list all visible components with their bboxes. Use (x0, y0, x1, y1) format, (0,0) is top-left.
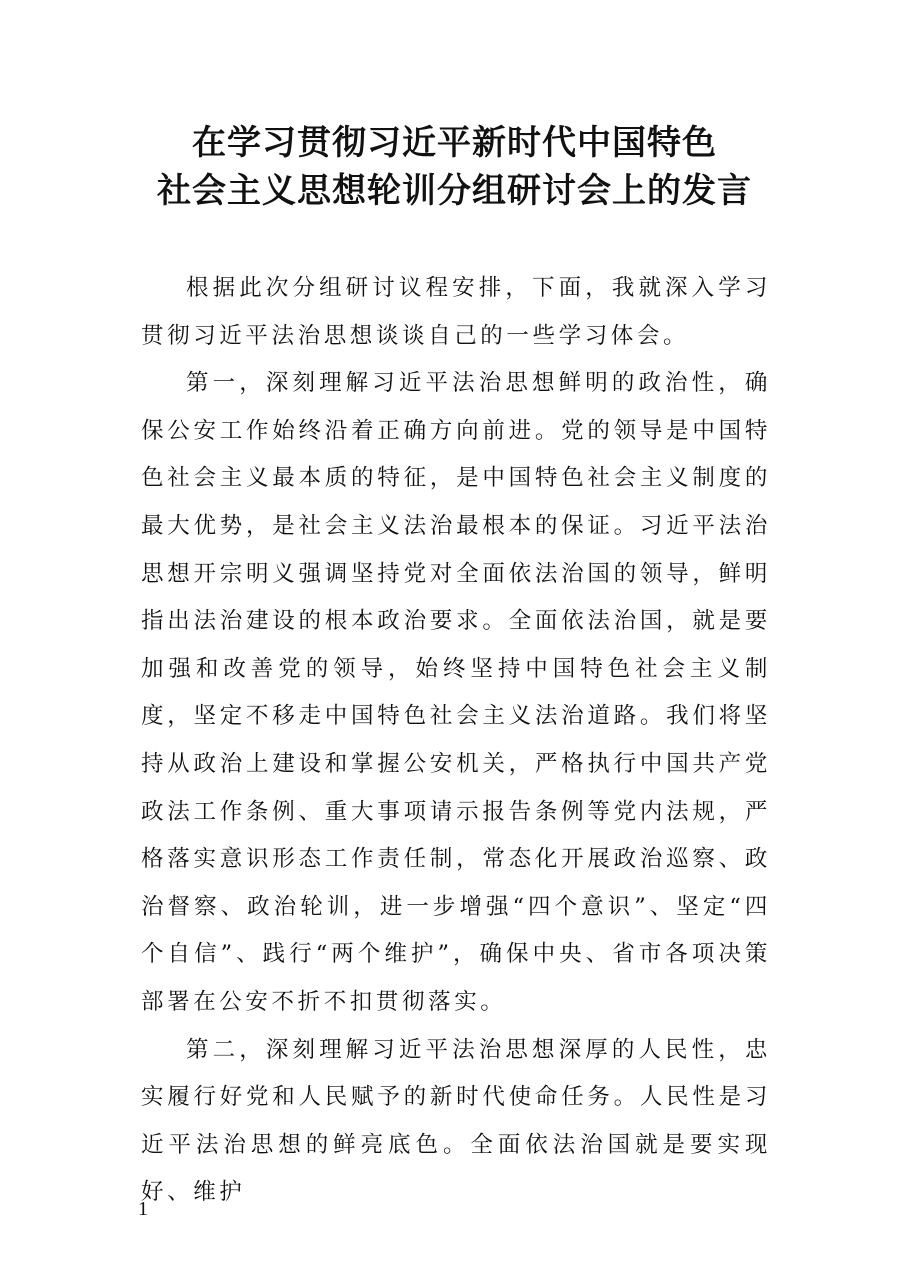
document-title-line-1: 在学习贯彻习近平新时代中国特色 (192, 123, 717, 163)
document-title-line-2: 社会主义思想轮训分组研讨会上的发言 (157, 171, 752, 211)
paragraph-intro: 根据此次分组研讨议程安排，下面，我就深入学习贯彻习近平法治思想谈谈自己的一些学习体会。 (141, 275, 771, 349)
document-body (141, 265, 771, 1217)
paragraph-first-point: 第一，深刻理解习近平法治思想鲜明的政治性，确保公安工作始终沿着正确方向前进。党的领导是中国特色社会主义最本质的特征，是中国特色社会主义制度的最大优势，是社会主义法治最根本的保证。习近平法治思想开宗明义强调坚持党对全面依法治国的领导，鲜明指出法治建设的根本政治要求。全面依法治国，就是要加强和改善党的领导，始终坚持中国特色社会主义制度，坚定不移走中国特色社会主义法治道路。我们将坚持从政治上建设和掌握公安机关，严格执行中国共产党政法工作条例、重大事项请示报告条例等党内法规，严格落实意识形态工作责任制，常态化开展政治巡察、政治督察、政治轮训，进一步增强“四个意识”、坚定“四个自信”、践行“两个维护”，确保中央、省市各项决策部署在公安不折不扣贯彻落实。 (141, 370, 771, 1015)
page-number: 1 (138, 1198, 148, 1220)
paragraph-second-point: 第二，深刻理解习近平法治思想深厚的人民性，忠实履行好党和人民赋予的新时代使命任务。人民性是习近平法治思想的鲜亮底色。全面依法治国就是要实现好、维护 (141, 1036, 771, 1206)
